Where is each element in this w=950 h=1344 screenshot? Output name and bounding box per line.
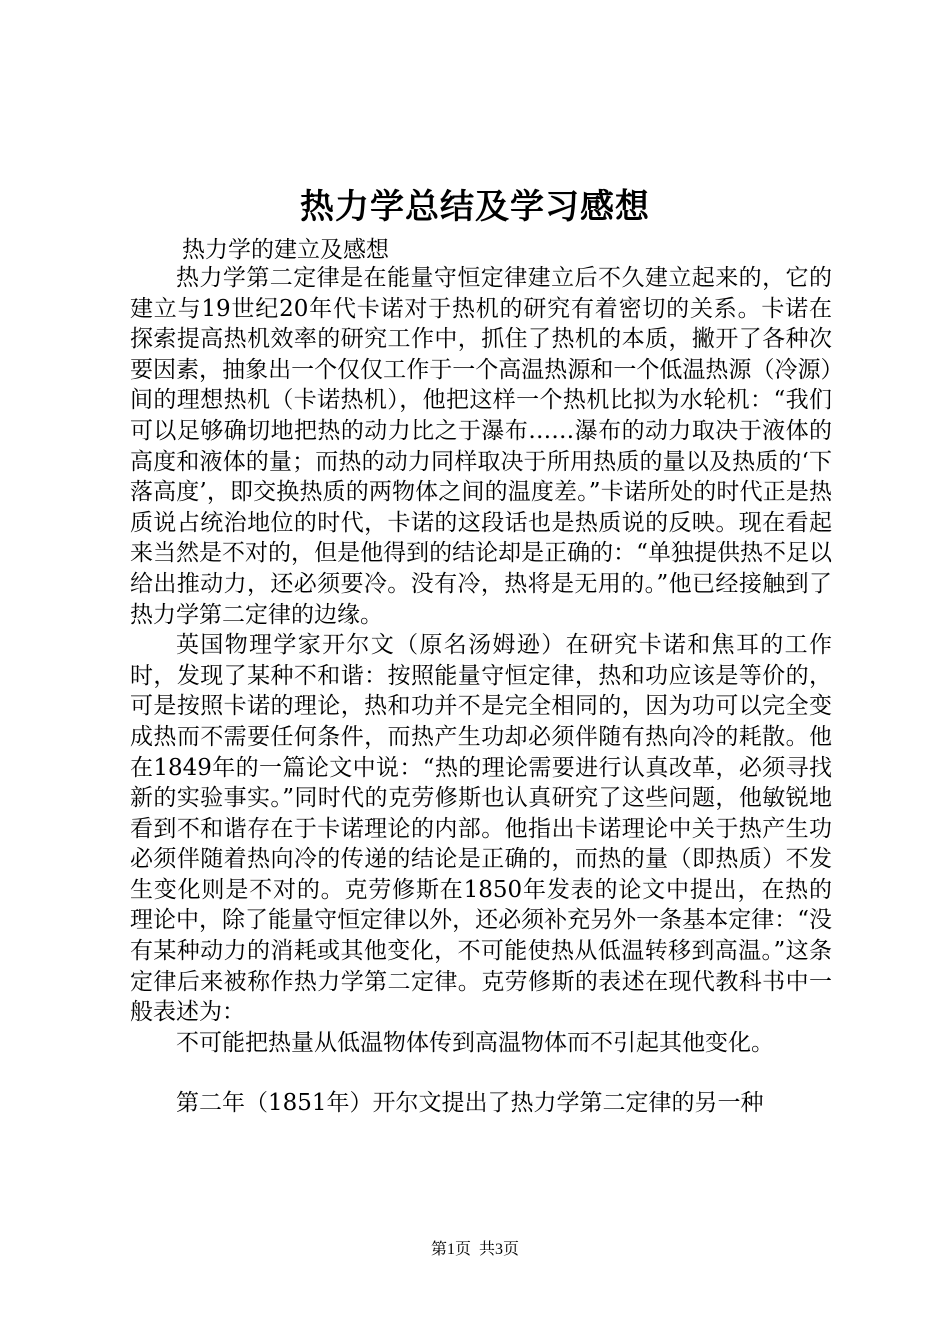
page-footer [0, 1238, 950, 1262]
body-paragraph: 热力学第二定律是在能量守恒定律建立后不久建立起来的，它的建立与19世纪20年代卡诺对于热机的研究有着密切的关系。卡诺在探索提高热机效率的研究工作中，抓住了热机的本质，撇开了各种次要因素，抽象出一个仅仅工作于一个高温热源和一个低温热源（冷源）间的理想热机（卡诺热机），他把这样一个热机比拟为水轮机：“我们可以足够确切地把热的动力比之于瀑布……瀑布的动力取决于液体的高度和液体的量；而热的动力同样取决于所用热质的量以及热质的‘下落高度’，即交换热质的两物体之间的温度差。”卡诺所处的时代正是热质说占统治地位的时代，卡诺的这段话也是热质说的反映。现在看起来当然是不对的，但是他得到的结论却是正确的：“单独提供热不足以给出推动力，还必须要冷。没有冷，热将是无用的。”他已经接触到了热力学第二定律的边缘。 [130, 265, 832, 628]
document-subtitle: 热力学的建立及感想 [182, 237, 389, 263]
document-title: 热力学总结及学习感想 [300, 187, 650, 227]
body-paragraph: 不可能把热量从低温物体传到高温物体而不引起其他变化。 [176, 1029, 774, 1056]
page-number: 第1页 [430, 1241, 471, 1258]
body-paragraph: 英国物理学家开尔文（原名汤姆逊）在研究卡诺和焦耳的工作时，发现了某种不和谐：按照能量守恒定律，热和功应该是等价的，可是按照卡诺的理论，热和功并不是完全相同的，因为功可以完全变成热而不需要任何条件，而热产生功却必须伴随有热向冷的耗散。他在1849年的一篇论文中说：“热的理论需要进行认真改革，必须寻找新的实验事实。”同时代的克劳修斯也认真研究了这些问题，他敏锐地看到不和谐存在于卡诺理论的内部。他指出卡诺理论中关于热产生功必须伴随着热向冷的传递的结论是正确的，而热的量（即热质）不发生变化则是不对的。克劳修斯在1850年发表的论文中提出，在热的理论中，除了能量守恒定律以外，还必须补充另外一条基本定律：“没有某种动力的消耗或其他变化，不可能使热从低温转移到高温。”这条定律后来被称作热力学第二定律。克劳修斯的表述在现代教科书中一般表述为： [130, 632, 832, 1026]
document-body [130, 263, 832, 1119]
body-paragraph: 第二年（1851年）开尔文提出了热力学第二定律的另一种 [176, 1090, 764, 1117]
total-pages: 共3页 [479, 1241, 520, 1258]
